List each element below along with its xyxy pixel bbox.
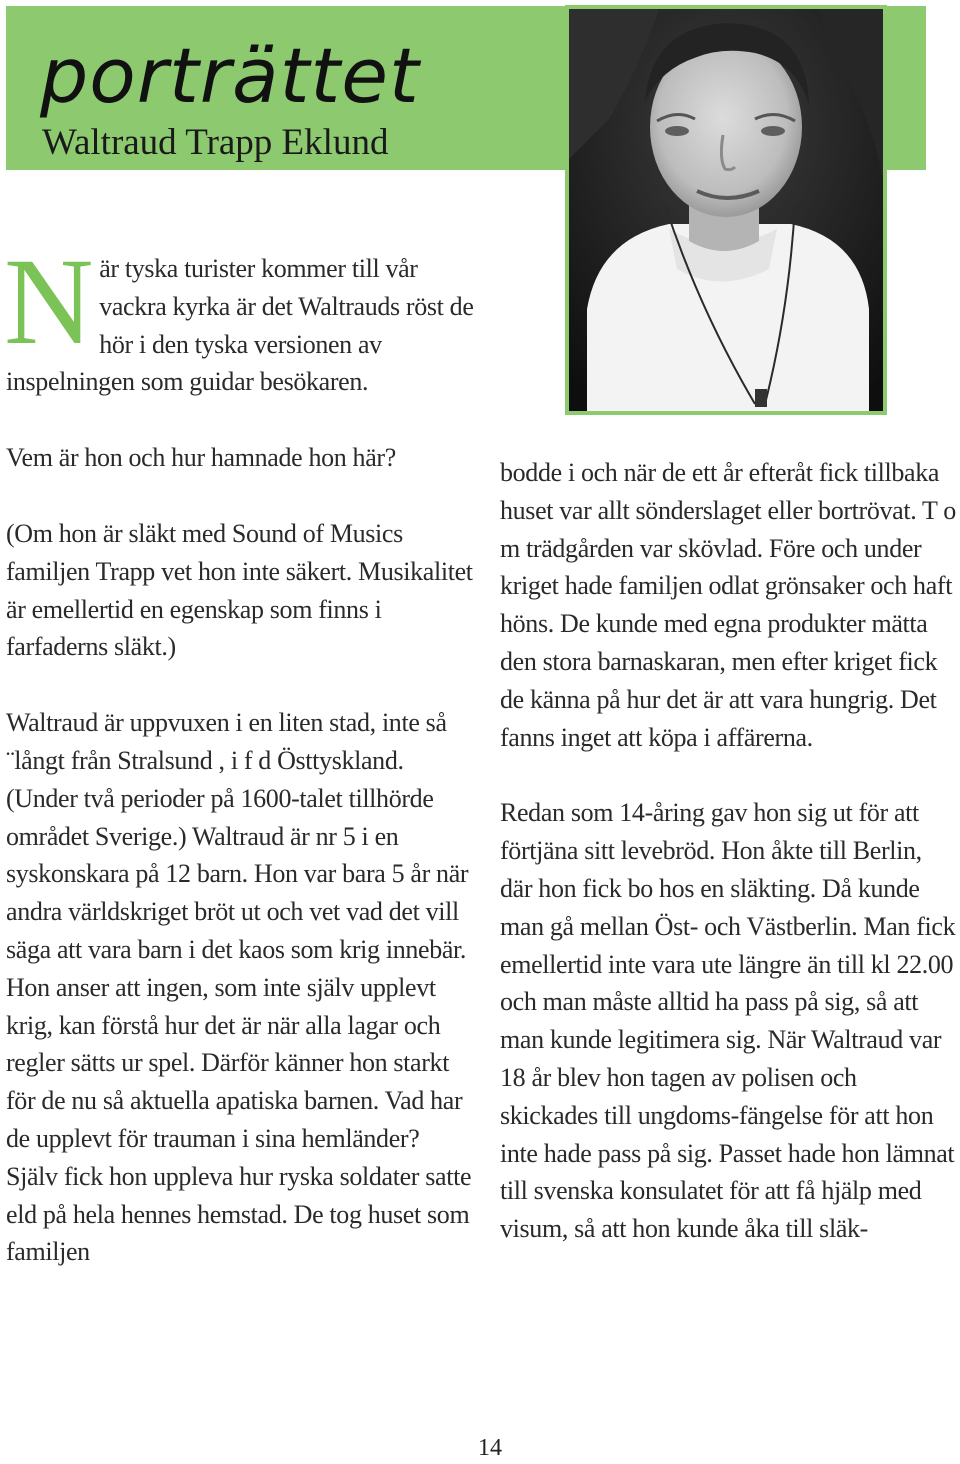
intro-paragraph — [4, 233, 474, 401]
page-number: 14 — [478, 1435, 502, 1461]
youth-paragraph: Redan som 14-åring gav hon sig ut för att förtjäna sitt levebröd. Hon åkte till Berlin, där hon fick bo hos en släkting. Då kunde man gå mellan Öst- och Västberlin. Man fick emellertid inte vara ute längre än till kl 22.00 och man måste alltid ha pass på sig, så att man kunde legitimera sig. När Waltraud var 18 år blev hon tagen av polisen och skickades till ungdoms-fängelse för att hon inte hade pass på sig. Passet hade hon lämnat till svenska konsulatet för att få hjälp med visum, så att hon kunde åka till släk- — [500, 798, 956, 1244]
drop-cap: N — [4, 233, 94, 370]
article-column-right — [500, 454, 960, 1248]
person-name: Waltraud Trapp Eklund — [42, 122, 389, 163]
aside-paragraph: (Om hon är släkt med Sound of Musics familjen Trapp vet hon inte säkert. Musikalitet är emellertid en egenskap som finns i farfaderns släkt.) — [6, 518, 473, 662]
section-label: porträttet — [40, 31, 420, 120]
intro-text: är tyska turister kommer till vår vackra kyrka är det Waltrauds röst de hör i den tyska versionen av inspelningen som guidar besökaren. — [6, 254, 474, 397]
question-paragraph: Vem är hon och hur hamnade hon här? — [6, 443, 396, 473]
portrait-photo — [565, 5, 887, 415]
portrait-image — [569, 9, 883, 411]
article-column-left — [4, 233, 474, 1271]
childhood-paragraph: Waltraud är uppvuxen i en liten stad, inte så ¨långt från Stralsund , i f d Östtyskland. (Under två perioder på 1600-talet tillhörde området Sverige.) Waltraud är nr 5 i en syskonskara på 12 barn. Hon var bara 5 år när andra världskriget bröt ut och vet vad det vill säga att vara barn i det kaos som krig innebär. Hon anser att ingen, som inte själv upplevt krig, kan förstå hur det är när alla lagar och regler sätts ur spel. Därför känner hon starkt för de nu så aktuella apatiska barnen. Vad har de upplevt för trauman i sina hemländer? Själv fick hon uppleva hur ryska soldater satte eld på hela hennes hemstad. De tog huset som familjen — [6, 708, 472, 1267]
continued-paragraph: bodde i och när de ett år efteråt fick tillbaka huset var allt sönderslaget eller bortrövat. T o m trädgården var skövlad. Före och under kriget hade familjen odlat grönsaker och haft höns. De kunde med egna produkter mätta den stora barnaskaran, men efter kriget fick de känna på hur det är att vara hungrig. Det fanns inget att köpa i affärerna. — [500, 458, 956, 752]
